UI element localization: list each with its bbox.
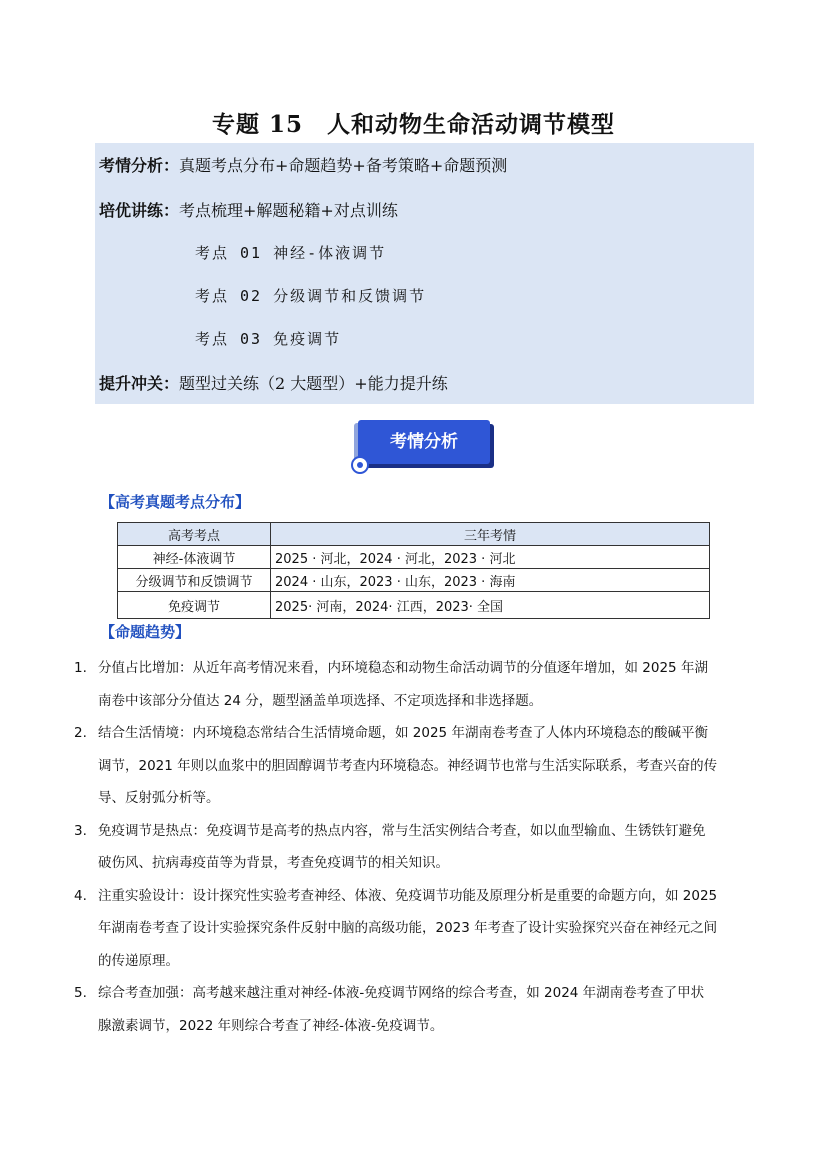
table-row (118, 569, 710, 592)
overview-label: 考情分析： (99, 156, 180, 175)
list-item-number: 2. (74, 725, 87, 741)
overview-subpoint-02: 考点 02 分级调节和反馈调节 (195, 287, 427, 305)
overview-text: 真题考点分布+命题趋势+备考策略+命题预测 (179, 156, 508, 175)
list-item (74, 652, 754, 717)
list-item-line: 的传递原理。 (98, 952, 179, 969)
trend-list (74, 652, 754, 1042)
overview-text: 题型过关练（2 大题型）+能力提升练 (179, 374, 448, 393)
badge-dot-icon (351, 456, 369, 474)
table-header-row (118, 523, 710, 546)
overview-box (95, 143, 754, 404)
list-item-line: 调节，2021 年则以血浆中的胆固醇调节考查内环境稳态。神经调节也常与生活实际联系，考查兴奋的传 (98, 757, 718, 774)
table-cell-topic: 免疫调节 (118, 592, 271, 619)
overview-subpoint-01: 考点 01 神经-体液调节 (195, 244, 387, 262)
list-item-line: 南卷中该部分分值达 24 分，题型涵盖单项选择、不定项选择和非选择题。 (98, 692, 543, 709)
table-cell-years: 2024 · 山东，2023 · 山东，2023 · 海南 (271, 569, 710, 592)
table-header: 高考考点 (118, 523, 271, 546)
list-item (74, 815, 754, 880)
list-item-line: 综合考查加强：高考越来越注重对神经-体液-免疫调节网络的综合考查，如 2024 年湖南卷考查了甲状 (98, 985, 705, 1001)
list-item-number: 4. (74, 887, 87, 904)
list-item-line: 结合生活情境：内环境稳态常结合生活情境命题，如 2025 年湖南卷考查了人体内环境稳态的酸碱平衡 (98, 725, 708, 741)
section-badge-label: 考情分析 (358, 420, 490, 464)
list-item (74, 880, 754, 978)
table-cell-years: 2025 · 河北，2024 · 河北，2023 · 河北 (271, 546, 710, 569)
overview-label: 培优讲练： (99, 201, 180, 220)
list-item-line: 分值占比增加：从近年高考情况来看，内环境稳态和动物生命活动调节的分值逐年增加，如 2025 年湖 (98, 660, 708, 676)
table-header: 三年考情 (271, 523, 710, 546)
section-badge (348, 418, 498, 476)
table-row (118, 546, 710, 569)
overview-row-training (99, 198, 398, 221)
list-item-line: 破伤风、抗病毒疫苗等为背景，考查免疫调节的相关知识。 (98, 855, 449, 871)
table-cell-topic: 分级调节和反馈调节 (118, 569, 271, 592)
list-item-line: 注重实验设计：设计探究性实验考查神经、体液、免疫调节功能及原理分析是重要的命题方向，如 2025 (98, 887, 718, 904)
list-item-number: 3. (74, 822, 87, 839)
page-title: 专题 15 人和动物生命活动调节模型 (211, 111, 615, 138)
table-row (118, 592, 710, 619)
list-item (74, 977, 754, 1042)
list-item-line: 腺激素调节，2022 年则综合考查了神经-体液-免疫调节。 (98, 1017, 444, 1034)
table-cell-years: 2025· 河南，2024· 江西，2023· 全国 (271, 592, 710, 619)
list-item-line: 年湖南卷考查了设计实验探究条件反射中脑的高级功能，2023 年考查了设计实验探究兴奋在神经元之间 (98, 920, 718, 936)
overview-subpoint-03: 考点 03 免疫调节 (195, 330, 342, 348)
overview-row-advance (99, 371, 448, 394)
list-item (74, 717, 754, 815)
distribution-heading: 【高考真题考点分布】 (100, 493, 251, 511)
overview-row-analysis (99, 153, 507, 176)
list-item-line: 导、反射弧分析等。 (98, 790, 220, 806)
table-cell-topic: 神经-体液调节 (118, 546, 271, 569)
list-item-number: 5. (74, 985, 87, 1001)
list-item-line: 免疫调节是热点：免疫调节是高考的热点内容，常与生活实例结合考查，如以血型输血、生锈铁钉避免 (98, 822, 706, 839)
overview-label: 提升冲关： (99, 374, 180, 393)
trend-heading: 【命题趋势】 (100, 623, 191, 641)
distribution-table (117, 522, 710, 619)
overview-text: 考点梳理+解题秘籍+对点训练 (179, 201, 398, 220)
list-item-number: 1. (74, 660, 87, 676)
